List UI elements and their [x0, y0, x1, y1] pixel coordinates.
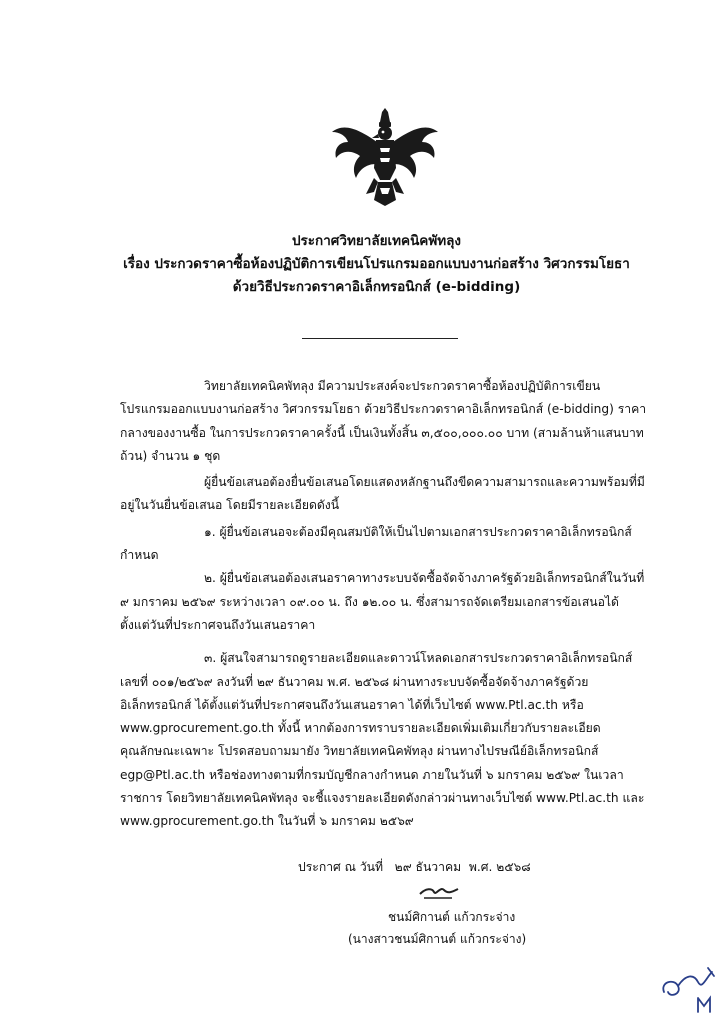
- subject-line-2: ด้วยวิธีประกวดราคาอิเล็กทรอนิกส์ (e-bidding): [232, 279, 521, 295]
- handwritten-initials: [658, 962, 720, 1018]
- requirement-item-1: ๑. ผู้ยื่นข้อเสนอจะต้องมีคุณสมบัติให้เป็นไปตามเอกสารประกวดราคาอิเล็กทรอนิกส์กำหนด: [120, 524, 632, 563]
- announcement-body: [120, 375, 648, 834]
- requirement-item-2: ๒. ผู้ยื่นข้อเสนอต้องเสนอราคาทางระบบจัดซื้อจัดจ้างภาครัฐด้วยอิเล็กทรอนิกส์ในวันที่ ๙ มกราคม ๒๕๖๙ ระหว่างเวลา ๐๙.๐๐ น. ถึง ๑๒.๐๐ น. ซึ่งสามารถจัดเตรียมเอกสารข้อเสนอได้ตั้งแต่วันที่ประกาศจนถึงวันเสนอราคา: [120, 571, 645, 632]
- announcement-title: ประกาศวิทยาลัยเทคนิคพัทลุง: [291, 233, 461, 249]
- signer-full-name: (นางสาวชนม์ศิกานต์ แก้วกระจ่าง): [348, 932, 527, 946]
- announcement-date: ประกาศ ณ วันที่ ๒๙ ธันวาคม พ.ศ. ๒๕๖๘: [298, 860, 531, 874]
- requirement-item-3: ๓. ผู้สนใจสามารถดูรายละเอียดและดาวน์โหลดเอกสารประกวดราคาอิเล็กทรอนิกส์เลขที่ ๐๐๑/๒๕๖๙ ลงวันที่ ๒๙ ธันวาคม พ.ศ. ๒๕๖๘ ผ่านทางระบบจัดซื้อจัดจ้างภาครัฐด้วยอิเล็กทรอนิกส์ ได้ตั้งแต่วันที่ประกาศจนถึงวันเสนอราคา ได้ที่เว็บไซต์ www.Ptl.ac.th หรือ www.gprocurement.go.th ทั้งนี้ หากต้องการทราบรายละเอียดเพิ่มเติมเกี่ยวกับรายละเอียดคุณลักษณะเฉพาะ โปรดสอบถามมายัง วิทยาลัยเทคนิคพัทลุง ผ่านทางไปรษณีย์อิเล็กทรอนิกส์ egp@Ptl.ac.th หรือช่องทางตามที่กรมบัญชีกลางกำหนด ภายในวันที่ ๖ มกราคม ๒๕๖๙ ในเวลาราชการ โดยวิทยาลัยเทคนิคพัทลุง จะชี้แจงรายละเอียดดังกล่าวผ่านทางเว็บไซต์ www.Ptl.ac.th และ www.gprocurement.go.th ในวันที่ ๖ มกราคม ๒๕๖๙: [120, 651, 645, 829]
- title-divider: [302, 338, 458, 339]
- subject-line-1: เรื่อง ประกวดราคาซื้อห้องปฏิบัติการเขียนโปรแกรมออกแบบงานก่อสร้าง วิศวกรรมโยธา: [123, 256, 630, 272]
- title-block: [0, 230, 725, 299]
- signature-mark: [418, 880, 460, 902]
- intro-paragraph: วิทยาลัยเทคนิคพัทลุง มีความประสงค์จะประกวดราคาซื้อห้องปฏิบัติการเขียนโปรแกรมออกแบบงานก่อสร้าง วิศวกรรมโยธา ด้วยวิธีประกวดราคาอิเล็กทรอนิกส์ (e-bidding) ราคากลางของงานซื้อ ในการประกวดราคาครั้งนี้ เป็นเงินทั้งสิ้น ๓,๕๐๐,๐๐๐.๐๐ บาท (สามล้านห้าแสนบาทถ้วน) จำนวน ๑ ชุด: [120, 379, 647, 463]
- garuda-emblem-icon: [330, 108, 440, 208]
- signer-name: ชนม์ศิกานต์ แก้วกระจ่าง: [388, 910, 516, 924]
- requirements-intro: ผู้ยื่นข้อเสนอต้องยื่นข้อเสนอโดยแสดงหลักฐานถึงขีดความสามารถและความพร้อมที่มีอยู่ในวันยื่นข้อเสนอ โดยมีรายละเอียดดังนี้: [120, 475, 645, 513]
